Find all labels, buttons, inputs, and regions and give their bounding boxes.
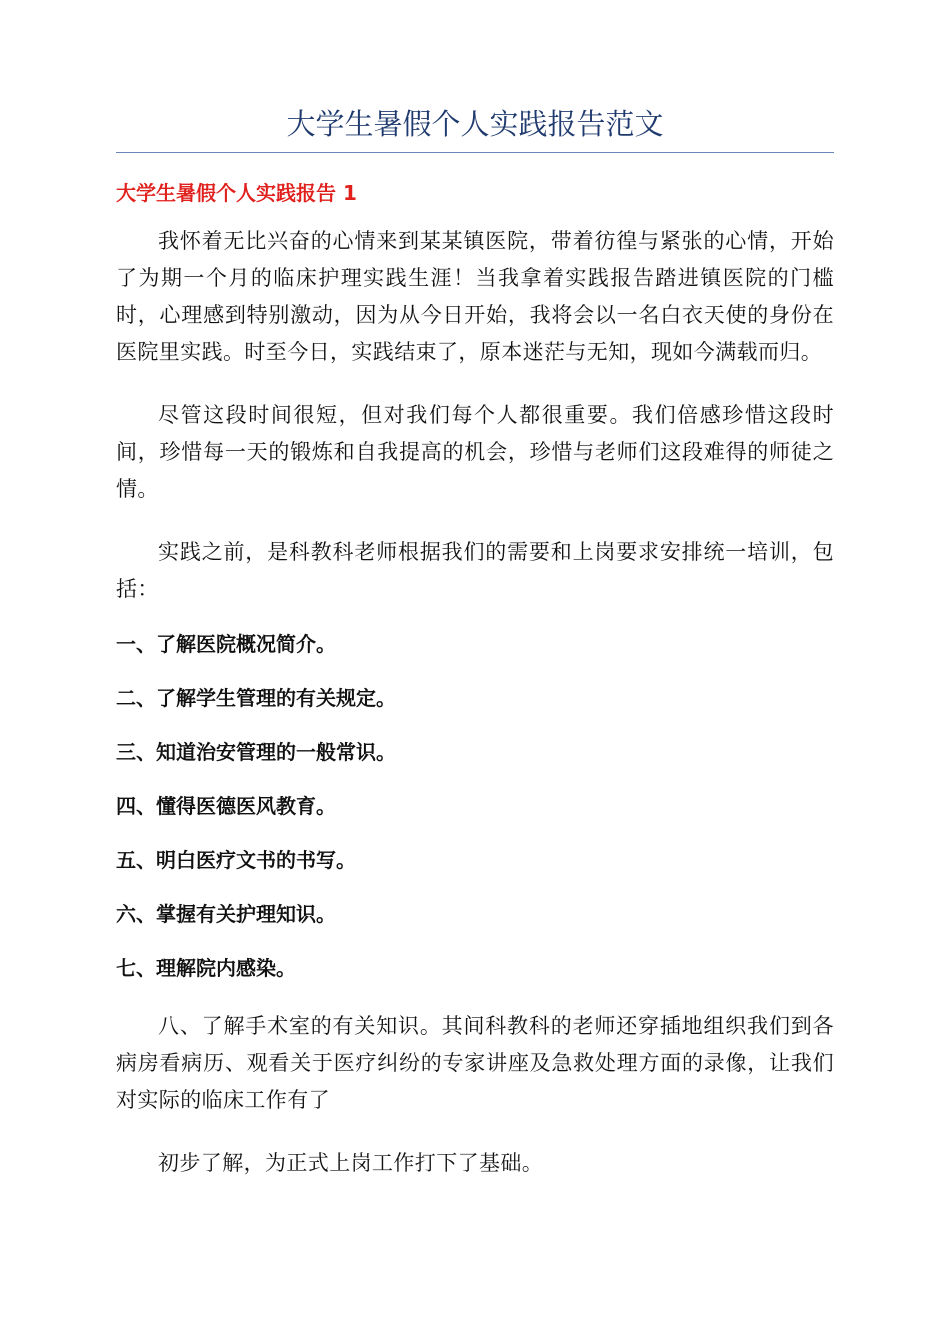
- section-heading: 大学生暑假个人实践报告 1: [116, 181, 357, 205]
- document-title: 大学生暑假个人实践报告范文: [116, 104, 834, 153]
- document-page: [116, 104, 834, 1182]
- list-item: 三、知道治安管理的一般常识。: [116, 740, 396, 764]
- list-item: 七、理解院内感染。: [116, 956, 296, 980]
- list-item: 六、掌握有关护理知识。: [116, 902, 336, 926]
- paragraph-conclusion: 初步了解，为正式上岗工作打下了基础。: [158, 1151, 544, 1175]
- paragraph-importance: 尽管这段时间很短，但对我们每个人都很重要。我们倍感珍惜这段时间，珍惜每一天的锻炼和自我提高的机会，珍惜与老师们这段难得的师徒之情。: [116, 403, 834, 501]
- list-item: 四、懂得医德医风教育。: [116, 794, 336, 818]
- paragraph-training-intro: 实践之前，是科教科老师根据我们的需要和上岗要求安排统一培训，包括：: [116, 540, 834, 601]
- training-list: [116, 630, 834, 982]
- list-item: 一、了解医院概况简介。: [116, 632, 336, 656]
- list-item: 二、了解学生管理的有关规定。: [116, 686, 396, 710]
- paragraph-intro: 我怀着无比兴奋的心情来到某某镇医院，带着彷徨与紧张的心情，开始了为期一个月的临床护理实践生涯！当我拿着实践报告踏进镇医院的门槛时，心理感到特别激动，因为从今日开始，我将会以一名白衣天使的身份在医院里实践。时至今日，实践结束了，原本迷茫与无知，现如今满载而归。: [116, 229, 834, 364]
- paragraph-surgery: 八、了解手术室的有关知识。其间科教科的老师还穿插地组织我们到各病房看病历、观看关于医疗纠纷的专家讲座及急救处理方面的录像，让我们对实际的临床工作有了: [116, 1014, 834, 1112]
- list-item: 五、明白医疗文书的书写。: [116, 848, 356, 872]
